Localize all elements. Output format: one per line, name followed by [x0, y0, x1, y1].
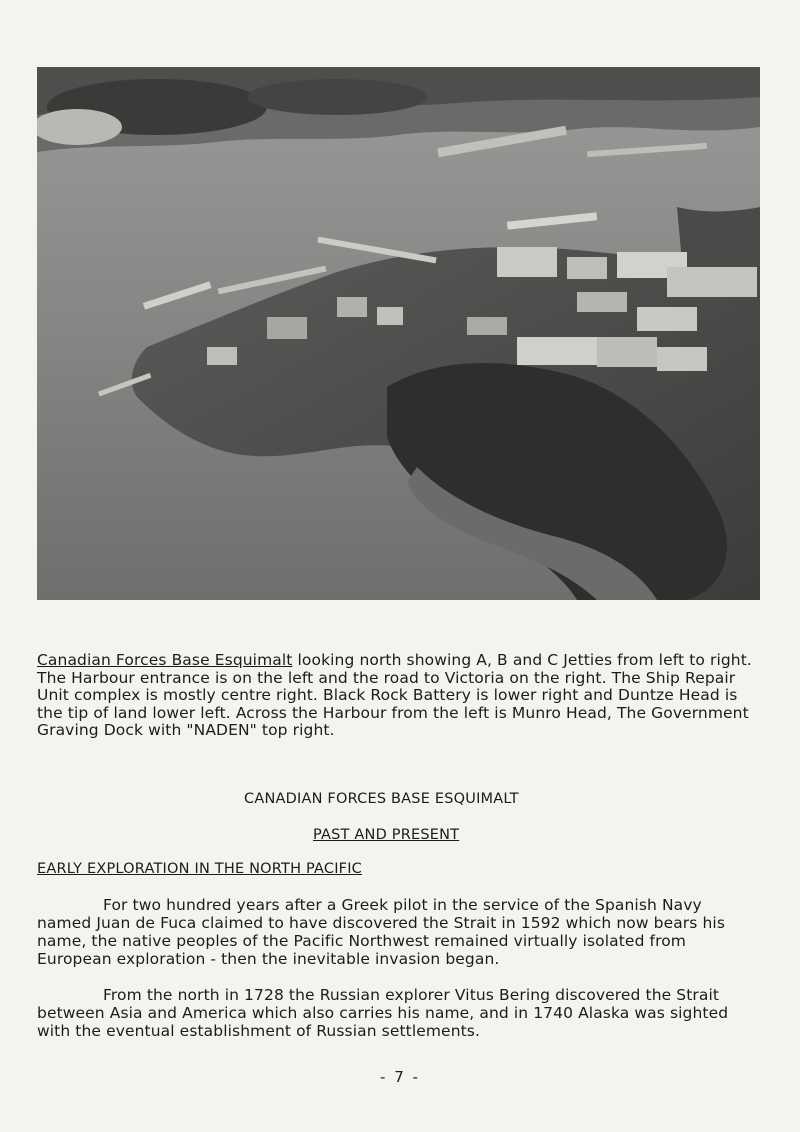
- caption-text: looking north showing A, B and C Jetties from left to right. The Harbour entrance is on the left and the road to Victoria on the right. The Ship Repair Unit complex is mostly centre right. Black Rock Battery is lower right and Duntze Head is the tip of land lower left. Across the Harbour from the left is Munro Head, The Government Graving Dock with "NADEN" top right.: [37, 651, 752, 739]
- section-heading: EARLY EXPLORATION IN THE NORTH PACIFIC: [37, 861, 363, 877]
- photo-caption: [37, 652, 757, 740]
- page-number: - 7 -: [380, 1068, 420, 1086]
- paragraph-2: From the north in 1728 the Russian explorer Vitus Bering discovered the Strait between Asia and America which also carries his name, and in 1740 Alaska was sighted with the eventual establishment of Russian settlements.: [37, 986, 729, 1040]
- document-title: CANADIAN FORCES BASE ESQUIMALT: [244, 791, 519, 807]
- aerial-harbour-photo: [37, 67, 760, 600]
- paragraph-1: For two hundred years after a Greek pilot in the service of the Spanish Navy named Juan de Fuca claimed to have discovered the Strait in 1592 which now bears his name, the native peoples of the Pacific Northwest remained virtually isolated from European exploration - then the inevitable invasion began.: [37, 896, 725, 968]
- document-subtitle: PAST AND PRESENT: [313, 827, 460, 843]
- caption-lead: Canadian Forces Base Esquimalt: [37, 651, 293, 669]
